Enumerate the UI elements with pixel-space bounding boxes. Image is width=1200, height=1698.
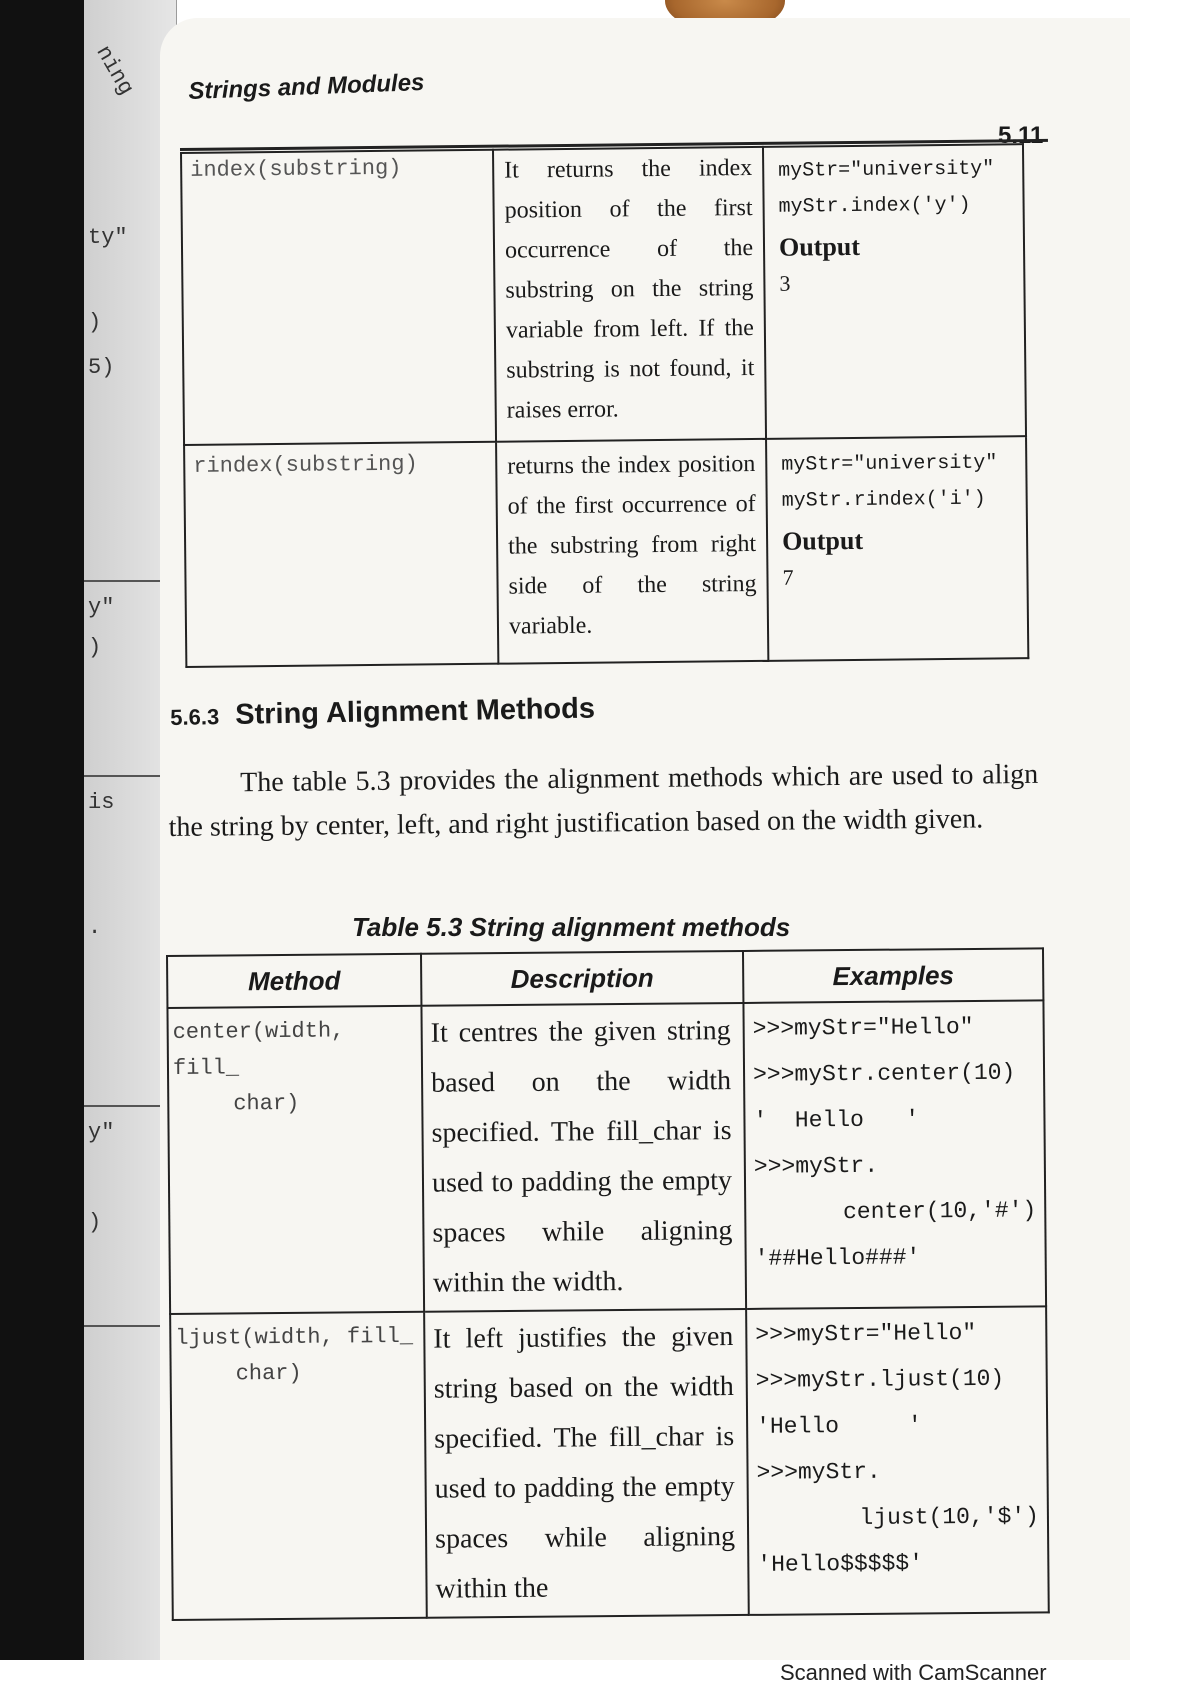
method-text: center(width, fill_ bbox=[172, 1018, 345, 1081]
method-cell bbox=[167, 1006, 424, 1314]
method-text: ljust(width, fill_ bbox=[175, 1323, 414, 1351]
prev-fragment: ) bbox=[88, 1210, 102, 1235]
description-cell bbox=[424, 1309, 749, 1618]
prev-fragment: y" bbox=[88, 595, 115, 620]
method-text: char) bbox=[235, 1360, 302, 1387]
table-header-row bbox=[167, 948, 1043, 1008]
table-row bbox=[184, 436, 1028, 667]
column-header: Examples bbox=[743, 948, 1043, 1003]
example-code: ' Hello ' bbox=[753, 1106, 920, 1134]
table-caption: Table 5.3 String alignment methods bbox=[352, 912, 791, 942]
prev-fragment: . bbox=[88, 915, 102, 940]
method-text: char) bbox=[233, 1090, 300, 1117]
example-code: >>>myStr.center(10) bbox=[752, 1059, 1016, 1088]
example-code: myStr="university" bbox=[778, 157, 995, 183]
method-cell bbox=[170, 1312, 427, 1620]
running-head: Strings and Modules bbox=[188, 68, 425, 105]
output-label: Output bbox=[781, 525, 864, 556]
example-code: 'Hello$$$$$' bbox=[757, 1550, 924, 1578]
example-code: '##Hello###' bbox=[754, 1244, 921, 1272]
description-text: It centres the given string based on the width specified. The fill_char is used to padding the empty spaces while aligning within the width. bbox=[430, 1015, 733, 1299]
prev-fragment: ning bbox=[90, 41, 139, 100]
example-code: 'Hello ' bbox=[756, 1412, 922, 1440]
example-cell bbox=[743, 1000, 1046, 1309]
example-code: >>>myStr="Hello" bbox=[752, 1013, 974, 1042]
description-cell bbox=[421, 1003, 746, 1312]
example-code: myStr.index('y') bbox=[778, 193, 971, 219]
example-code: center(10,'#') bbox=[842, 1197, 1037, 1226]
method-cell bbox=[184, 442, 498, 667]
table-row bbox=[167, 1000, 1046, 1314]
scan-background bbox=[0, 0, 84, 1660]
example-code: ljust(10,'$') bbox=[859, 1503, 1040, 1531]
example-cell bbox=[746, 1306, 1049, 1615]
prev-fragment: ty" bbox=[88, 225, 128, 250]
section-number: 5.6.3 bbox=[170, 704, 220, 730]
example-code: >>>myStr. bbox=[753, 1152, 879, 1180]
description-text: returns the index position of the first occurrence of the substring from right side of the string variable. bbox=[507, 450, 757, 640]
column-header: Description bbox=[421, 951, 743, 1006]
method-text: index(substring) bbox=[190, 155, 402, 183]
string-methods-table-continued bbox=[180, 143, 1029, 668]
method-cell bbox=[181, 150, 496, 445]
description-cell bbox=[496, 439, 768, 664]
section-title: String Alignment Methods bbox=[234, 692, 596, 731]
example-code: >>>myStr.ljust(10) bbox=[755, 1365, 1005, 1394]
scanner-watermark: Scanned with CamScanner bbox=[780, 1660, 1047, 1685]
prev-fragment: 5) bbox=[88, 355, 115, 380]
example-cell bbox=[766, 436, 1028, 661]
example-code: >>>myStr="Hello" bbox=[755, 1319, 977, 1348]
prev-fragment: ) bbox=[88, 635, 102, 660]
output-value: 7 bbox=[782, 564, 794, 590]
method-text: rindex(substring) bbox=[193, 451, 418, 479]
table-row bbox=[181, 144, 1026, 445]
page-number: 5.11 bbox=[998, 122, 1044, 149]
alignment-methods-table bbox=[166, 947, 1050, 1621]
description-text: It left justifies the given string based on the width specified. The fill_char is used to padding the empty spaces while aligning within the bbox=[433, 1321, 736, 1605]
column-header: Method bbox=[167, 954, 421, 1008]
body-paragraph: The table 5.3 provides the alignment methods which are used to align the string by center, left, and right justification based on the width given. bbox=[168, 758, 1039, 843]
table-row bbox=[170, 1306, 1049, 1620]
prev-fragment: y" bbox=[88, 1120, 115, 1145]
example-code: >>>myStr. bbox=[756, 1458, 881, 1486]
prev-fragment: is bbox=[88, 790, 115, 815]
example-cell bbox=[763, 144, 1026, 439]
prev-fragment: ) bbox=[88, 310, 102, 335]
example-code: myStr="university" bbox=[781, 451, 998, 477]
example-code: myStr.rindex('i') bbox=[781, 487, 986, 513]
description-cell bbox=[493, 147, 766, 442]
output-label: Output bbox=[778, 231, 861, 262]
description-text: It returns the index position of the first occurrence of the substring on the string variable from left. If the substring is not found, it raises error. bbox=[504, 155, 755, 424]
output-value: 3 bbox=[779, 270, 791, 296]
